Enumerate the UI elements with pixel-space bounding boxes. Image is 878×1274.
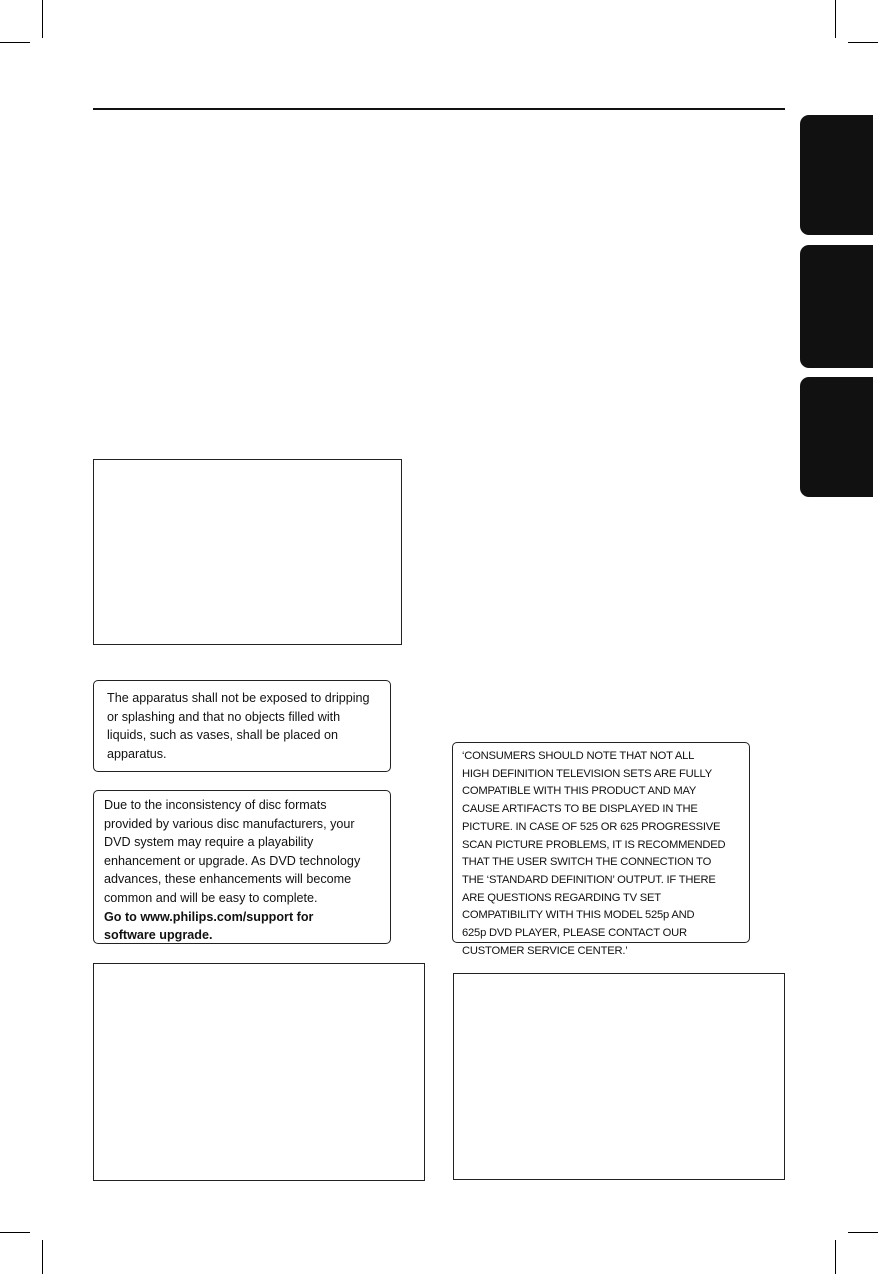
crop-mark-bottom-left-h — [0, 1232, 30, 1233]
empty-frame-bottom-left — [93, 963, 425, 1181]
upgrade-link-text: Go to www.philips.com/support for software upgrade. — [104, 909, 314, 943]
crop-mark-top-right-v — [835, 0, 836, 38]
crop-mark-bottom-right-h — [848, 1232, 878, 1233]
side-tab-2 — [800, 245, 873, 368]
crop-mark-bottom-left-v — [42, 1240, 43, 1274]
crop-mark-top-left-v — [42, 0, 43, 38]
header-rule — [93, 108, 785, 110]
crop-mark-top-right-h — [848, 42, 878, 43]
empty-frame-upper-left — [93, 459, 402, 645]
upgrade-notice-text: Due to the inconsistency of disc formats provided by various disc manufacturers, your DVD system may require a playability enhancement or upgrade. As DVD technology advances, these enhancements will become common and will be easy to complete. — [104, 798, 361, 905]
crop-mark-top-left-h — [0, 42, 30, 43]
side-tab-1 — [800, 115, 873, 235]
side-tab-3 — [800, 377, 873, 497]
dripping-warning-text: The apparatus shall not be exposed to dripping or splashing and that no objects filled with liquids, such as vases, shall be placed on apparatus. — [107, 691, 370, 761]
hdtv-notice-box — [452, 742, 750, 957]
dripping-warning-box — [93, 680, 391, 772]
hdtv-notice-text: ‘CONSUMERS SHOULD NOTE THAT NOT ALL HIGH DEFINITION TELEVISION SETS ARE FULLY COMPATIBLE WITH THIS PRODUCT AND MAY CAUSE ARTIFACTS TO BE DISPLAYED IN THE PICTURE. IN CASE OF 525 OR 625 PROGRESSIVE SCAN PICTURE PROBLEMS, IT IS RECOMMENDED THAT THE USER SWITCH THE CONNECTION TO THE ‘STANDARD DEFINITION’ OUTPUT. IF THERE ARE QUESTIONS REGARDING TV SET COMPATIBILITY WITH THIS MODEL 525p AND 625p DVD PLAYER, PLEASE CONTACT OUR CUSTOMER SERVICE CENTER.’ — [462, 750, 726, 957]
crop-mark-bottom-right-v — [835, 1240, 836, 1274]
upgrade-notice-box — [93, 790, 391, 944]
empty-frame-bottom-right — [453, 973, 785, 1180]
